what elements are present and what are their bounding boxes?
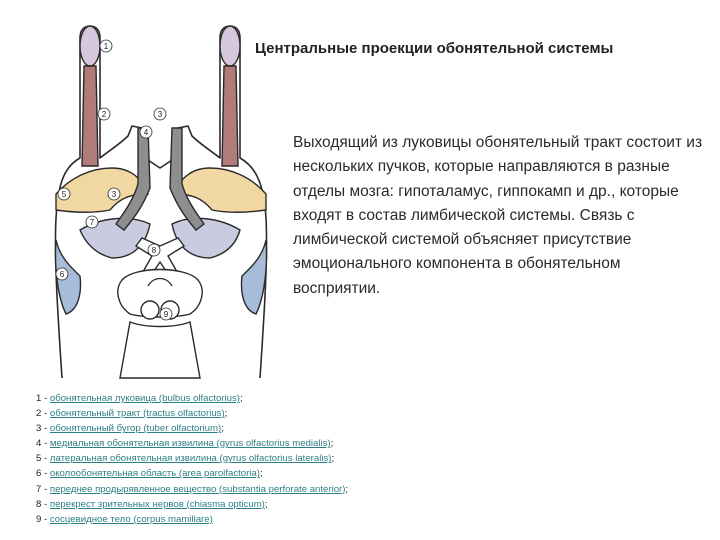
svg-text:1: 1	[103, 42, 109, 51]
legend-num: 2	[36, 408, 42, 420]
svg-text:7: 7	[89, 218, 95, 227]
svg-text:2: 2	[101, 110, 107, 119]
legend-end: ;	[259, 468, 263, 480]
legend-end: ;	[331, 453, 335, 465]
legend-num: 8	[36, 498, 42, 510]
marker-3-center	[154, 108, 166, 120]
legend-item: 1 - обонятельная луковица (bulbus olfactorius);	[36, 393, 243, 404]
legend-term-link[interactable]: латеральная обонятельная извилина (gyrus olfactorius lateralis)	[49, 453, 332, 465]
slide-title: Центральные проекции обонятельной системы	[255, 40, 614, 57]
legend-end: ;	[224, 408, 228, 420]
svg-text:4: 4	[143, 128, 149, 137]
marker-6	[56, 268, 68, 280]
legend-item: 8 - перекрест зрительных нервов (chiasma opticum);	[36, 498, 268, 510]
marker-7	[86, 216, 98, 228]
brainstem	[120, 322, 200, 378]
diagram-legend	[36, 391, 476, 527]
parolfactory-right	[172, 218, 240, 258]
legend-num: 7	[36, 483, 42, 495]
legend-term-link[interactable]: сосцевидное тело (corpus mamillare)	[49, 513, 213, 525]
legend-num: 9	[36, 513, 42, 525]
legend-num: 5	[36, 453, 42, 465]
svg-text:6: 6	[59, 270, 65, 279]
legend-term-link[interactable]: околообонятельная область (area parolfactoria)	[49, 468, 260, 480]
svg-text:5: 5	[61, 190, 67, 199]
svg-text:3: 3	[111, 190, 117, 199]
legend-term-link[interactable]: перекрест зрительных нервов (chiasma opticum)	[49, 498, 265, 510]
marker-9	[160, 308, 172, 320]
marker-1	[100, 40, 112, 52]
legend-num: 6	[36, 468, 42, 480]
legend-end: ;	[221, 423, 224, 435]
marker-5	[58, 188, 70, 200]
legend-item: 2 - обонятельный тракт (tractus olfactorius);	[36, 408, 228, 420]
legend-num: 4	[36, 438, 42, 450]
legend-item: 3 - обонятельный бугор (tuber olfactorium);	[36, 423, 224, 435]
body-paragraph: Выходящий из луковицы обонятельный тракт состоит из нескольких пучков, которые направляются в разные отделы мозга: гипоталамус, гиппокамп и др., которые входят в состав лимбической системы. Связь с лимбической системой объясняет присутствие эмоционального компонента в обонятельном восприятии.	[293, 134, 703, 297]
olfactory-bulb-left	[80, 26, 100, 66]
legend-end: ;	[239, 393, 243, 404]
legend-end: ;	[330, 438, 334, 450]
legend-num: 1	[36, 393, 42, 404]
legend-term-link[interactable]: обонятельная луковица (bulbus olfactorius)	[49, 393, 240, 404]
svg-text:3: 3	[157, 110, 163, 119]
svg-text:8: 8	[151, 246, 157, 255]
legend-term-link[interactable]: обонятельный бугор (tuber olfactorium)	[49, 423, 222, 435]
legend-item: 5 - латеральная обонятельная извилина (gyrus olfactorius lateralis);	[36, 453, 335, 465]
olfactory-tract-left	[82, 66, 98, 166]
blue-region-right	[242, 240, 267, 314]
legend-term-link[interactable]: обонятельный тракт (tractus olfactorius)	[49, 408, 225, 420]
legend-item: 9 - сосцевидное тело (corpus mamillare)	[36, 513, 213, 525]
legend-end: ;	[264, 498, 268, 510]
marker-8	[148, 244, 160, 256]
legend-term-link[interactable]: медиальная обонятельная извилина (gyrus olfactorius medialis)	[49, 438, 331, 450]
legend-item: 7 - переднее продырявленное вещество (substantia perforate anterior);	[36, 483, 349, 495]
legend-num: 3	[36, 423, 42, 435]
olfactory-bulb-right	[220, 26, 240, 66]
legend-term-link[interactable]: переднее продырявленное вещество (substantia perforate anterior)	[49, 483, 346, 495]
svg-text:9: 9	[163, 310, 169, 319]
legend-item: 6 - околообонятельная область (area parolfactoria);	[36, 468, 263, 480]
central-lobe	[118, 270, 202, 318]
marker-3-left	[108, 188, 120, 200]
marker-2	[98, 108, 110, 120]
olfactory-anatomy-diagram	[50, 18, 278, 380]
optic-chiasm	[136, 238, 184, 274]
legend-item: 4 - медиальная обонятельная извилина (gyrus olfactorius medialis);	[36, 438, 334, 450]
legend-end: ;	[345, 483, 349, 495]
marker-4	[140, 126, 152, 138]
olfactory-tract-right	[222, 66, 238, 166]
mamillary-body-left	[141, 301, 159, 319]
